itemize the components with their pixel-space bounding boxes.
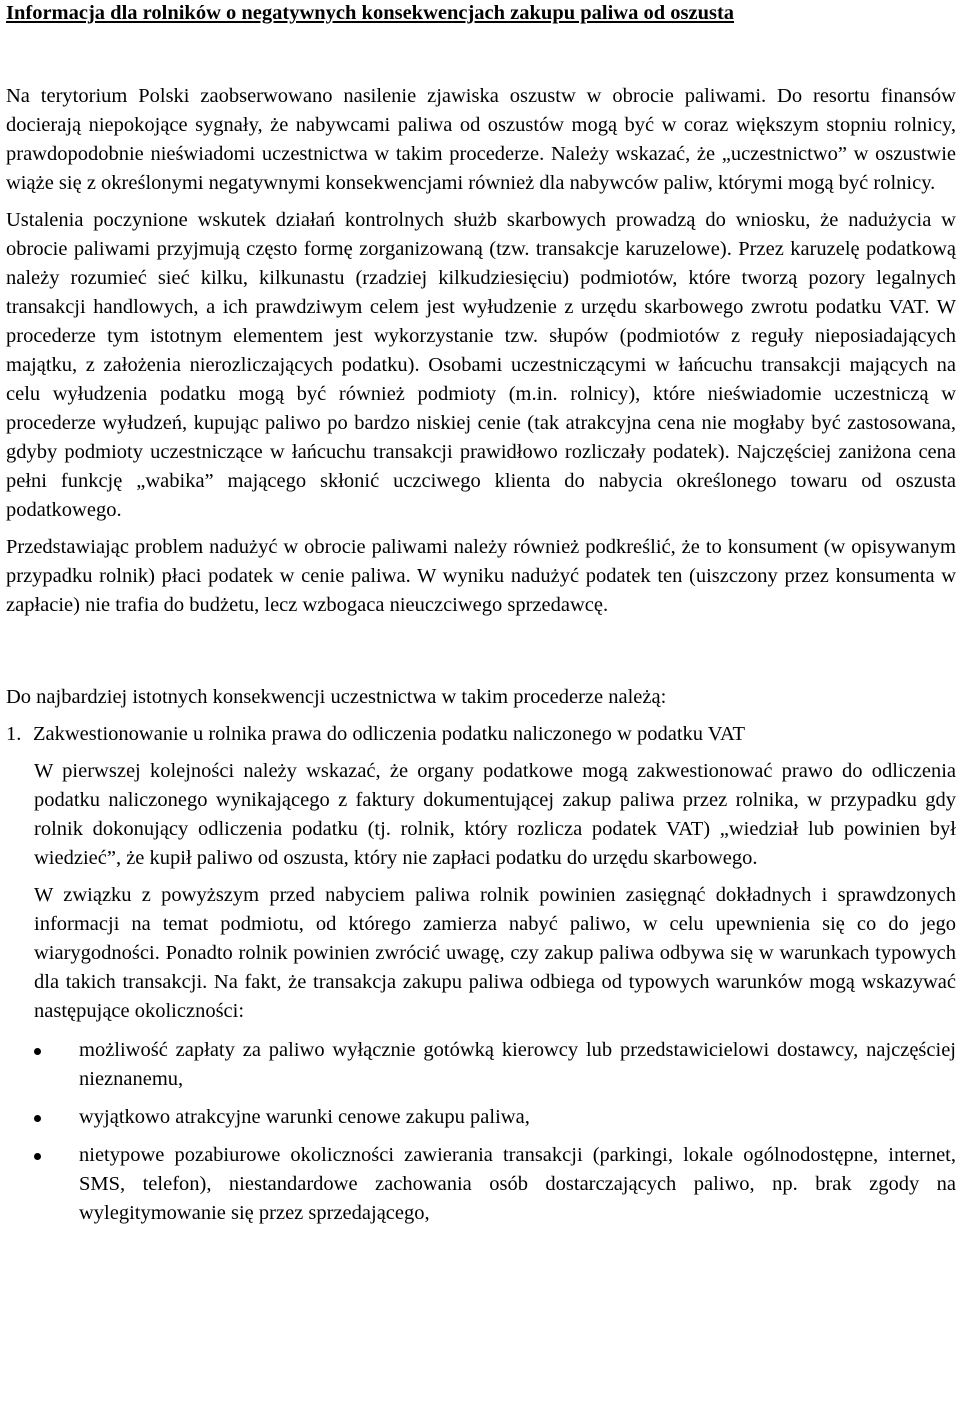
list-item: nietypowe pozabiurowe okoliczności zawierania transakcji (parkingi, lokale ogólnodostępne, internet, SMS, telefon), niestandardowe zachowania osób dostarczających paliwo, np. brak zgody na wylegitymowanie się przez sprzedającego, <box>34 1141 956 1228</box>
bullet-icon <box>34 1115 41 1122</box>
document-title: Informacja dla rolników o negatywnych konsekwencjach zakupu paliwa od oszusta <box>6 2 735 24</box>
section-1-paragraph-1: W pierwszej kolejności należy wskazać, że organy podatkowe mogą zakwestionować prawo do odliczenia podatku naliczonego wynikającego z faktury dokumentującej zakup paliwa przez rolnika, w przypadku gdy rolnik dokonujący odliczenia podatku (tj. rolnik, który rozlicza podatek VAT) „wiedział lub powinien był wiedzieć”, że kupił paliwo od oszusta, który nie zapłaci podatku do urzędu skarbowego. <box>34 760 956 869</box>
list-item: możliwość zapłaty za paliwo wyłącznie gotówką kierowcy lub przedstawicielowi dostawcy, najczęściej nieznanemu, <box>34 1036 956 1094</box>
paragraph-findings: Ustalenia poczynione wskutek działań kontrolnych służb skarbowych prowadzą do wniosku, że nadużycia w obrocie paliwami przyjmują często formę zorganizowaną (tzw. transakcje karuzelowe). Przez karuzelę podatkową należy rozumieć sieć kilku, kilkunastu (rzadziej kilkudziesięciu) podmiotów, które tworzą pozory legalnych transakcji handlowych, a ich prawdziwym celem jest wyłudzenie z urzędu skarbowego zwrotu podatku VAT. W procederze tym istotnym elementem jest wykorzystanie tzw. słupów (podmiotów z reguły nieposiadających majątku, z założenia nierozliczających podatku). Osobami uczestniczącymi w łańcuchu transakcji mających na celu wyłudzenia podatku mogą być również podmioty (m.in. rolnicy), które nieświadomie uczestniczą w procederze wyłudzeń, kupując paliwo po bardzo niskiej cenie (tak atrakcyjna cena nie mogłaby być zastosowana, gdyby podmioty uczestniczące w łańcuchu transakcji prawidłowo rozliczały podatek). Najczęściej zaniżona cena pełni funkcję „wabika” mającego skłonić uczciwego klienta do nabycia określonego towaru od oszusta podatkowego. <box>6 209 956 521</box>
paragraph-consumer: Przedstawiając problem nadużyć w obrocie paliwami należy również podkreślić, że to konsument (w opisywanym przypadku rolnik) płaci podatek w cenie paliwa. W wyniku nadużyć podatek ten (uiszczony przez konsumenta w zapłacie) nie trafia do budżetu, lecz wzbogaca nieuczciwego sprzedawcę. <box>6 536 956 616</box>
section-1-heading <box>6 720 956 749</box>
paragraph-intro: Na terytorium Polski zaobserwowano nasilenie zjawiska oszustw w obrocie paliwami. Do resortu finansów docierają niepokojące sygnały, że nabywcami paliwa od oszustów mogą być w coraz większym stopniu rolnicy, prawdopodobnie nieświadomi uczestnictwa w takim procederze. Należy wskazać, że „uczestnictwo” w oszustwie wiąże się z określonymi negatywnymi konsekwencjami również dla nabywców paliw, którymi mogą być rolnicy. <box>6 85 956 194</box>
document-page <box>6 0 956 1237</box>
list-item: wyjątkowo atrakcyjne warunki cenowe zakupu paliwa, <box>34 1103 956 1132</box>
section-1-number: 1. <box>6 723 22 745</box>
bullet-icon <box>34 1153 41 1160</box>
bullet-icon <box>34 1048 41 1055</box>
section-1-title: Zakwestionowanie u rolnika prawa do odliczenia podatku naliczonego w podatku VAT <box>33 723 745 745</box>
section-1-paragraph-2: W związku z powyższym przed nabyciem paliwa rolnik powinien zasięgnąć dokładnych i sprawdzonych informacji na temat podmiotu, od którego zamierza nabyć paliwo, w celu upewnienia się co do jego wiarygodności. Ponadto rolnik powinien zwrócić uwagę, czy zakup paliwa odbywa się w warunkach typowych dla takich transakcji. Na fakt, że transakcja zakupu paliwa odbiega od typowych warunków mogą wskazywać następujące okoliczności: <box>34 884 956 1022</box>
paragraph-consequences-intro: Do najbardziej istotnych konsekwencji uczestnictwa w takim procederze należą: <box>6 686 667 708</box>
circumstances-list <box>34 1036 956 1228</box>
